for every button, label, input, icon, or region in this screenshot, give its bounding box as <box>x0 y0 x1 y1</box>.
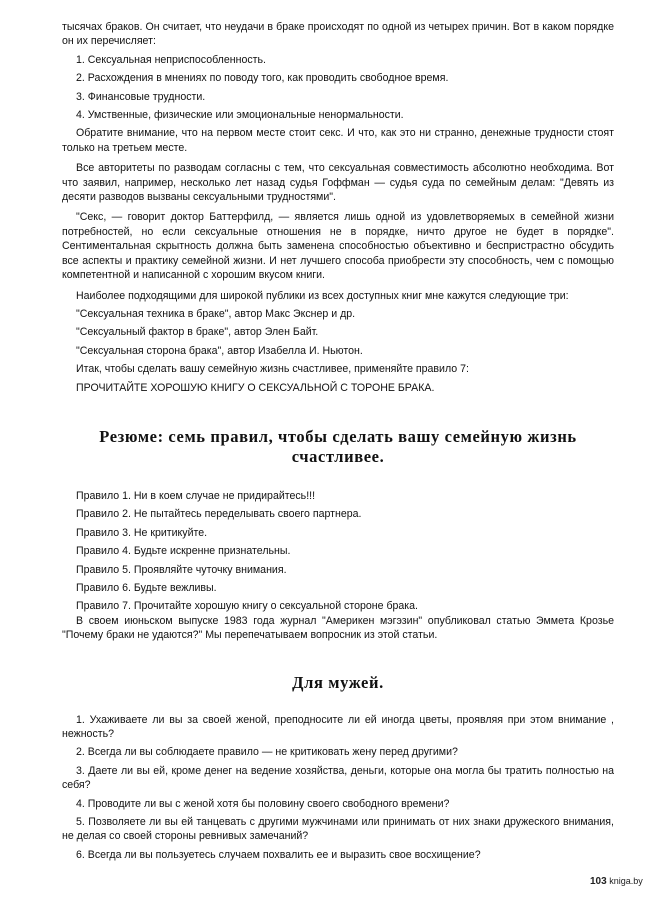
rule-item: Правило 4. Будьте искренне признательны. <box>76 545 291 558</box>
body-paragraph: Итак, чтобы сделать вашу семейную жизнь счастливее, применяйте правило 7: <box>76 363 469 376</box>
rule-item: Правило 1. Ни в коем случае не придирайтесь!!! <box>76 489 316 502</box>
rule-item: Правило 7. Прочитайте хорошую книгу о сексуальной стороне брака. <box>76 600 419 613</box>
rule-item: Правило 5. Проявляйте чуточку внимания. <box>76 563 287 576</box>
rule-item: Правило 2. Не пытайтесь переделывать своего партнера. <box>76 508 362 521</box>
intro-paragraph: тысячах браков. Он считает, что неудачи в браке происходят по одной из четырех причин. Вот в каком порядке он их перечисляет: <box>62 21 614 48</box>
page-content <box>62 20 614 862</box>
question-item: 6. Всегда ли вы пользуетесь случаем похвалить ее и выразить свое восхищение? <box>76 848 481 861</box>
list-item: 2. Расхождения в мнениях по поводу того, как проводить свободное время. <box>76 72 449 85</box>
section-heading-men: Для мужей. <box>292 672 384 692</box>
watermark-text: kniga.by <box>609 876 643 886</box>
question-item: 2. Всегда ли вы соблюдаете правило — не критиковать жену перед другими? <box>76 746 458 759</box>
rule-item: Правило 6. Будьте вежливы. <box>76 581 217 594</box>
question-item: 3. Даете ли вы ей, кроме денег на ведение хозяйства, деньги, которые она могла бы тратить полностью на себя? <box>62 764 614 792</box>
page-number: 103 <box>590 876 607 887</box>
list-item: 1. Сексуальная неприспособленность. <box>76 53 266 66</box>
body-paragraph: В своем июньском выпуске 1983 года журнал "Америкен мэгэзин" опубликовал статью Эммета Крозье "Почему браки не удаются?" Мы перепечатываем вопросник из этой статьи. <box>62 614 614 642</box>
book-item: "Сексуальный фактор в браке", автор Элен Байт. <box>76 326 319 339</box>
question-item: 5. Позволяете ли вы ей танцевать с другими мужчинами или принимать от них знаки дружеского внимания, не делая со своей стороны ревнивых замечаний? <box>62 816 614 843</box>
rule-statement: ПРОЧИТАЙТЕ ХОРОШУЮ КНИГУ О СЕКСУАЛЬНОЙ С ТОРОНЕ БРАКА. <box>76 381 435 394</box>
section-heading-summary: Резюме: семь правил, чтобы сделать вашу семейную жизнь счастливее. <box>99 426 577 466</box>
body-paragraph: "Секс, — говорит доктор Баттерфилд, — является лишь одной из удовлетворяемых в семейной жизни потребностей, но если сексуальные отношения не в порядке, ничто другое не будет в порядке". Сентиментальная скрытность должна быть заменена способностью объективно и беспристрастно обсудить все аспекты и практику семейной жизни. И нет лучшего способа приобрести эту способность, чем с помощью компетентной и написанной с хорошим вкусом книги. <box>62 211 614 282</box>
rule-item: Правило 3. Не критикуйте. <box>76 526 208 539</box>
page-footer <box>590 876 643 887</box>
book-item: "Сексуальная сторона брака", автор Изабелла И. Ньютон. <box>76 344 363 357</box>
list-item: 4. Умственные, физические или эмоциональные ненормальности. <box>76 109 404 122</box>
question-item: 1. Ухаживаете ли вы за своей женой, преподносите ли ей иногда цветы, проявляя при этом внимание , нежность? <box>62 713 614 740</box>
body-paragraph: Обратите внимание, что на первом месте стоит секс. И что, как это ни странно, денежные трудности стоят только на третьем месте. <box>62 127 614 154</box>
body-paragraph: Все авторитеты по разводам согласны с тем, что сексуальная совместимость абсолютно необходима. Вот что заявил, например, несколько лет назад судья Гоффман — судья суда по семейным делам: "Девять из десяти разводов вызваны сексуальными трудностями". <box>62 162 614 204</box>
list-item: 3. Финансовые трудности. <box>76 90 206 103</box>
body-paragraph: Наиболее подходящими для широкой публики из всех доступных книг мне кажутся следующие три: <box>76 289 569 302</box>
book-item: "Сексуальная техника в браке", автор Макс Экснер и др. <box>76 307 356 320</box>
question-item: 4. Проводите ли вы с женой хотя бы половину своего свободного времени? <box>76 797 450 810</box>
